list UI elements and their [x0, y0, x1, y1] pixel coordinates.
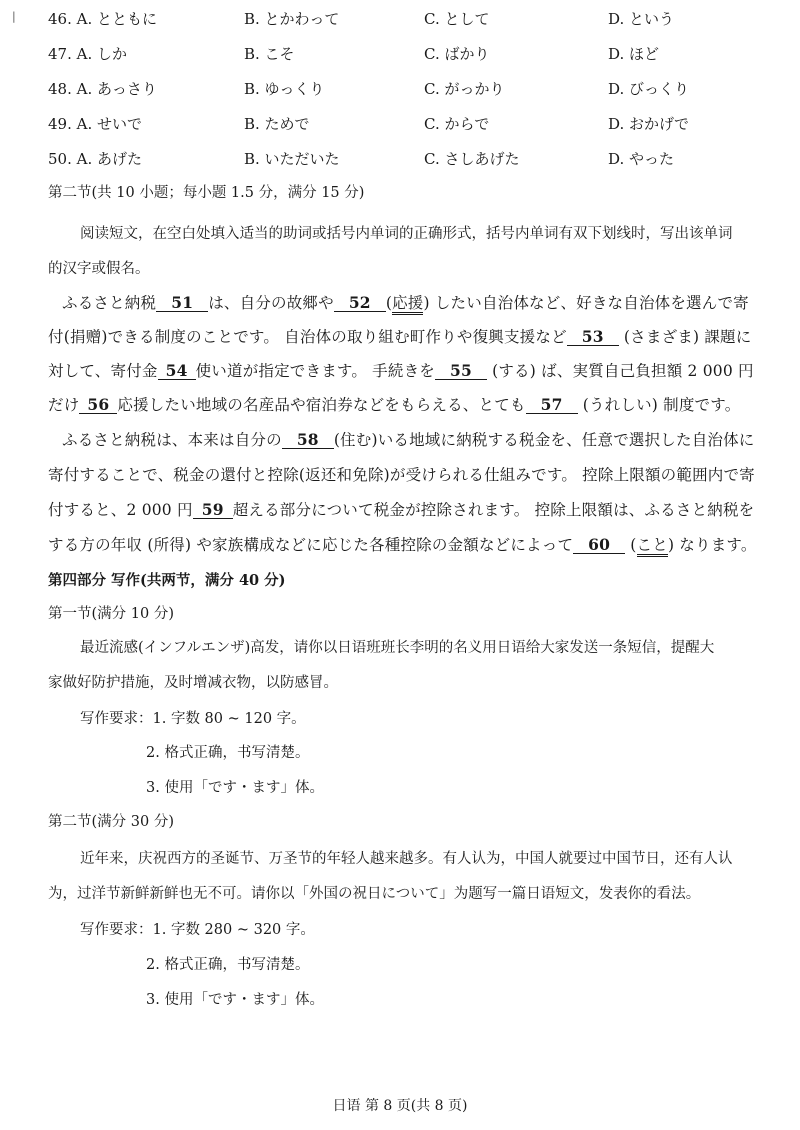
- blank-53: 53: [567, 329, 619, 346]
- passage-text: ) なります。: [667, 536, 757, 554]
- option-a: 47. A. しか: [48, 45, 127, 63]
- question-49-options: [48, 115, 768, 137]
- passage-text: 応援したい地域の名産品や宿泊券などをもらえる、とても: [117, 396, 526, 414]
- option-b: B. ためで: [244, 115, 310, 133]
- option-a: 50. A. あげた: [48, 150, 142, 168]
- writing-requirement: 写作要求：1. 字数 280 ~ 320 字。: [80, 922, 315, 938]
- passage-line: 寄付することで、税金の還付と控除(返还和免除)が受けられる仕組みです。 控除上限額の範囲内で寄: [48, 466, 755, 484]
- part-heading: 第四部分 写作(共两节，满分 40 分): [48, 572, 286, 589]
- option-a: 48. A. あっさり: [48, 80, 157, 98]
- blank-58: 58: [282, 432, 334, 449]
- option-a: 49. A. せいで: [48, 115, 142, 133]
- passage-line: [48, 501, 754, 520]
- option-b: B. こそ: [244, 45, 295, 63]
- passage-line: [48, 536, 757, 555]
- option-b: B. とかわって: [244, 10, 340, 28]
- option-d: D. という: [608, 10, 675, 28]
- option-c: C. として: [424, 10, 490, 28]
- instruction-line: 阅读短文，在空白处填入适当的助词或括号内单词的正确形式，括号内单词有双下划线时，写出该单词: [80, 226, 733, 242]
- page-footer: 日语 第 8 页(共 8 页): [332, 1098, 468, 1114]
- passage-text: は、自分の故郷や: [208, 294, 334, 312]
- option-a: 46. A. とともに: [48, 10, 157, 28]
- passage-line: [62, 431, 755, 450]
- passage-text: 使い道が指定できます。 手続きを: [195, 362, 435, 380]
- passage-text: (: [385, 294, 393, 312]
- passage-text: (住む)いる地域に納税する税金を、任意で選択した自治体に: [333, 431, 755, 449]
- passage-text: 付すると、2 000 円: [48, 501, 193, 519]
- option-d: D. びっくり: [608, 80, 690, 98]
- passage-text: 対して、寄付金: [48, 362, 158, 380]
- option-d: D. おかげで: [608, 115, 690, 133]
- double-underlined-word: 応援: [392, 294, 423, 315]
- section-heading: 第二节(共 10 小题；每小题 1.5 分，满分 15 分): [48, 185, 365, 201]
- passage-text: ふるさと納税は、本来は自分の: [62, 431, 282, 449]
- passage-text: ) したい自治体など、好きな自治体を選んで寄: [423, 294, 749, 312]
- instruction-line: 的汉字或假名。: [48, 261, 150, 277]
- writing-requirement: 2. 格式正确，书写清楚。: [146, 957, 310, 973]
- passage-line: [48, 328, 751, 347]
- writing-prompt: 最近流感(インフルエンザ)高发，请你以日语班班长李明的名义用日语给大家发送一条短信，提醒大: [80, 640, 715, 656]
- question-47-options: [48, 45, 768, 67]
- option-c: C. さしあげた: [424, 150, 520, 168]
- passage-text: 超える部分について税金が控除されます。 控除上限額は、ふるさと納税を: [232, 501, 755, 519]
- writing-requirement: 3. 使用「です・ます」体。: [146, 780, 324, 796]
- option-b: B. ゆっくり: [244, 80, 325, 98]
- passage-text: (: [625, 536, 637, 554]
- passage-text: (さまざま) 課題に: [618, 328, 752, 346]
- option-c: C. ばかり: [424, 45, 490, 63]
- passage-text: ふるさと納税: [62, 294, 157, 312]
- blank-51: 51: [156, 295, 208, 312]
- blank-59: 59: [193, 502, 233, 519]
- writing-prompt: 近年来，庆祝西方的圣诞节、万圣节的年轻人越来越多。有人认为，中国人就要过中国节日，还有人认: [80, 851, 733, 867]
- passage-line: [48, 362, 754, 381]
- writing-requirement: 3. 使用「です・ます」体。: [146, 992, 324, 1008]
- blank-56: 56: [79, 397, 117, 414]
- blank-52: 52: [334, 295, 386, 312]
- blank-54: 54: [158, 363, 196, 380]
- passage-text: (する) ば、実質自己負担額 2 000 円: [486, 362, 754, 380]
- writing-requirement: 2. 格式正确，书写清楚。: [146, 745, 310, 761]
- writing-requirement: 写作要求：1. 字数 80 ~ 120 字。: [80, 711, 306, 727]
- corner-mark: |: [12, 10, 16, 23]
- passage-line: [48, 396, 740, 415]
- option-d: D. ほど: [608, 45, 660, 63]
- writing-prompt: 家做好防护措施，及时增减衣物，以防感冒。: [48, 675, 338, 691]
- section-heading: 第一节(满分 10 分): [48, 606, 174, 622]
- writing-prompt: 为，过洋节新鲜新鲜也无不可。请你以「外国の祝日について」为题写一篇日语短文，发表你的看法。: [48, 886, 701, 902]
- question-50-options: [48, 150, 768, 172]
- option-c: C. からで: [424, 115, 490, 133]
- section-heading: 第二节(满分 30 分): [48, 814, 174, 830]
- passage-line: [62, 294, 749, 313]
- blank-55: 55: [435, 363, 487, 380]
- question-48-options: [48, 80, 768, 102]
- question-46-options: [48, 10, 768, 32]
- double-underlined-word: こと: [637, 536, 668, 557]
- blank-57: 57: [526, 397, 578, 414]
- option-b: B. いただいた: [244, 150, 340, 168]
- blank-60: 60: [573, 537, 625, 554]
- passage-text: だけ: [48, 396, 80, 414]
- option-d: D. やった: [608, 150, 675, 168]
- passage-text: (うれしい) 制度です。: [577, 396, 741, 414]
- option-c: C. がっかり: [424, 80, 505, 98]
- passage-text: 付(捐赠)できる制度のことです。 自治体の取り組む町作りや復興支援など: [48, 328, 567, 346]
- passage-text: する方の年収 (所得) や家族構成などに応じた各種控除の金額などによって: [48, 536, 574, 554]
